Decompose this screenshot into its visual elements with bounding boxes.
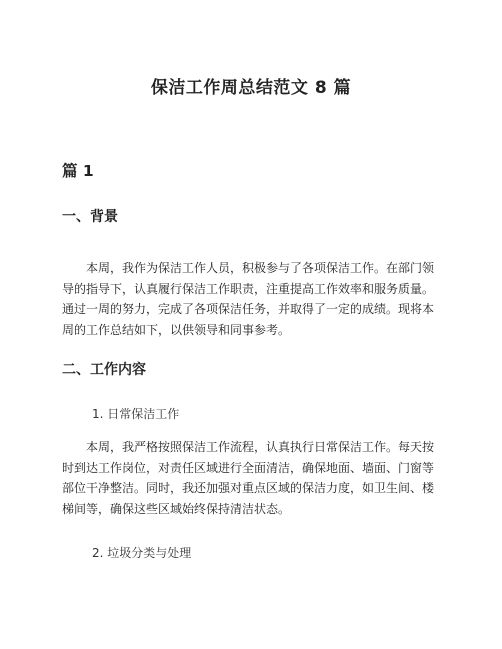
daily-cleaning-paragraph: 本周，我严格按照保洁工作流程，认真执行日常保洁工作。每天按时到达工作岗位，对责任区域进行全面清洁，确保地面、墙面、门窗等部位干净整洁。同时，我还加强对重点区域的保洁力度，如卫生间、楼梯间等，确保这些区域始终保持清洁状态。 <box>62 440 435 516</box>
sub-item-waste-sorting: 2. 垃圾分类与处理 <box>92 546 192 560</box>
section-heading-background: 一、背景 <box>62 209 118 225</box>
document-title: 保洁工作周总结范文 8 篇 <box>150 78 352 98</box>
sub-item-daily-cleaning: 1. 日常保洁工作 <box>92 407 180 421</box>
article-heading: 篇 1 <box>62 162 94 180</box>
section-heading-work-content: 二、工作内容 <box>62 362 146 378</box>
background-paragraph: 本周，我作为保洁工作人员，积极参与了各项保洁工作。在部门领导的指导下，认真履行保洁工作职责，注重提高工作效率和服务质量。通过一周的努力，完成了各项保洁任务，并取得了一定的成绩。现将本周的工作总结如下，以供领导和同事参考。 <box>62 261 435 337</box>
